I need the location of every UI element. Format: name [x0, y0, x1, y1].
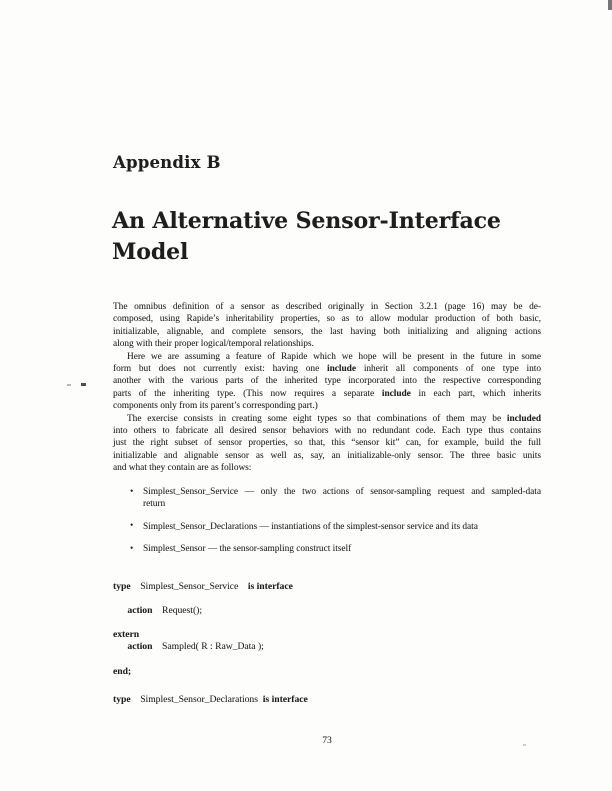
- list-item: [113, 521, 541, 533]
- text-line: initializable, alignable, and complete sensors, the last having both initializing and aligning actions: [113, 326, 541, 337]
- text-line: return: [143, 499, 166, 510]
- code-line: action Sampled( R : Raw_Data );: [127, 641, 264, 653]
- bullet-list: [113, 486, 541, 566]
- scan-artifact-speck: [81, 383, 86, 386]
- list-item: [113, 486, 541, 511]
- text-line: another with the various parts of the inherited type incorporated into the respective corresponding: [113, 376, 541, 387]
- text-line: initializable and alignable sensor as well as, say, an initializable-only sensor. The three basic units: [113, 450, 541, 461]
- code-block-type-declarations: [113, 694, 583, 706]
- code-block-type-service: [113, 581, 583, 678]
- text-line: Simplest_Sensor_Declarations — instantiations of the simplest-sensor service and its data: [143, 521, 478, 532]
- text-line: Simplest_Sensor — the sensor-sampling construct itself: [143, 544, 352, 555]
- list-item: [113, 543, 541, 555]
- appendix-title: [112, 206, 501, 268]
- text-line: parts of the inheriting type. (This now requires a separate include in each part, which inherits: [113, 388, 541, 399]
- text-line: The omnibus definition of a sensor as described originally in Section 3.2.1 (page 16) may be de-: [113, 302, 541, 312]
- chapter-heading: Appendix B: [113, 153, 221, 172]
- body-paragraphs: [113, 301, 541, 475]
- text-line: composed, using Rapide’s inheritability properties, so as to allow modular production of both basic,: [113, 314, 541, 325]
- text-line: and what they contain are as follows:: [113, 463, 252, 474]
- text-line: just the right subset of sensor properties, so that, this “sensor kit” can, for example, build the full: [113, 438, 541, 449]
- title-line-1: An Alternative Sensor-Interface: [112, 208, 501, 234]
- text-line: components only from its parent’s corresponding part.): [113, 401, 318, 412]
- code-line: action Request();: [127, 605, 203, 617]
- text-line: form but does not currently exist: having one include inherit all components of one type into: [113, 364, 542, 375]
- scan-artifact-speck: [67, 384, 71, 386]
- paragraph: [113, 301, 541, 351]
- page-number: 73: [322, 736, 332, 746]
- code-line: [113, 654, 583, 666]
- code-line: [113, 593, 583, 605]
- text-line: along with their proper logical/temporal relationships.: [113, 339, 314, 350]
- paragraph: [113, 351, 541, 413]
- bullet-icon: •: [130, 543, 134, 554]
- text-line: into others to fabricate all desired sensor behaviors with no redundant code. Each type thus contains: [113, 426, 541, 437]
- title-line-2: Model: [112, 239, 189, 265]
- text-line: Simplest_Sensor_Service — only the two actions of sensor-sampling request and sampled-data: [143, 487, 541, 497]
- text-line: The exercise consists in creating some eight types so that combinations of them may be included: [127, 413, 541, 424]
- paragraph: [113, 413, 541, 475]
- code-line: type Simplest_Sensor_Service is interface: [113, 581, 293, 592]
- scan-artifact-corner: [608, 0, 612, 10]
- code-line: end;: [113, 665, 132, 677]
- code-line: type Simplest_Sensor_Declarations is interface: [113, 694, 308, 705]
- code-line: [113, 617, 583, 629]
- bullet-icon: •: [130, 521, 134, 532]
- bullet-icon: •: [130, 486, 134, 497]
- code-line: extern: [113, 629, 140, 641]
- text-line: Here we are assuming a feature of Rapide which we hope will be present in the future in some: [127, 351, 541, 362]
